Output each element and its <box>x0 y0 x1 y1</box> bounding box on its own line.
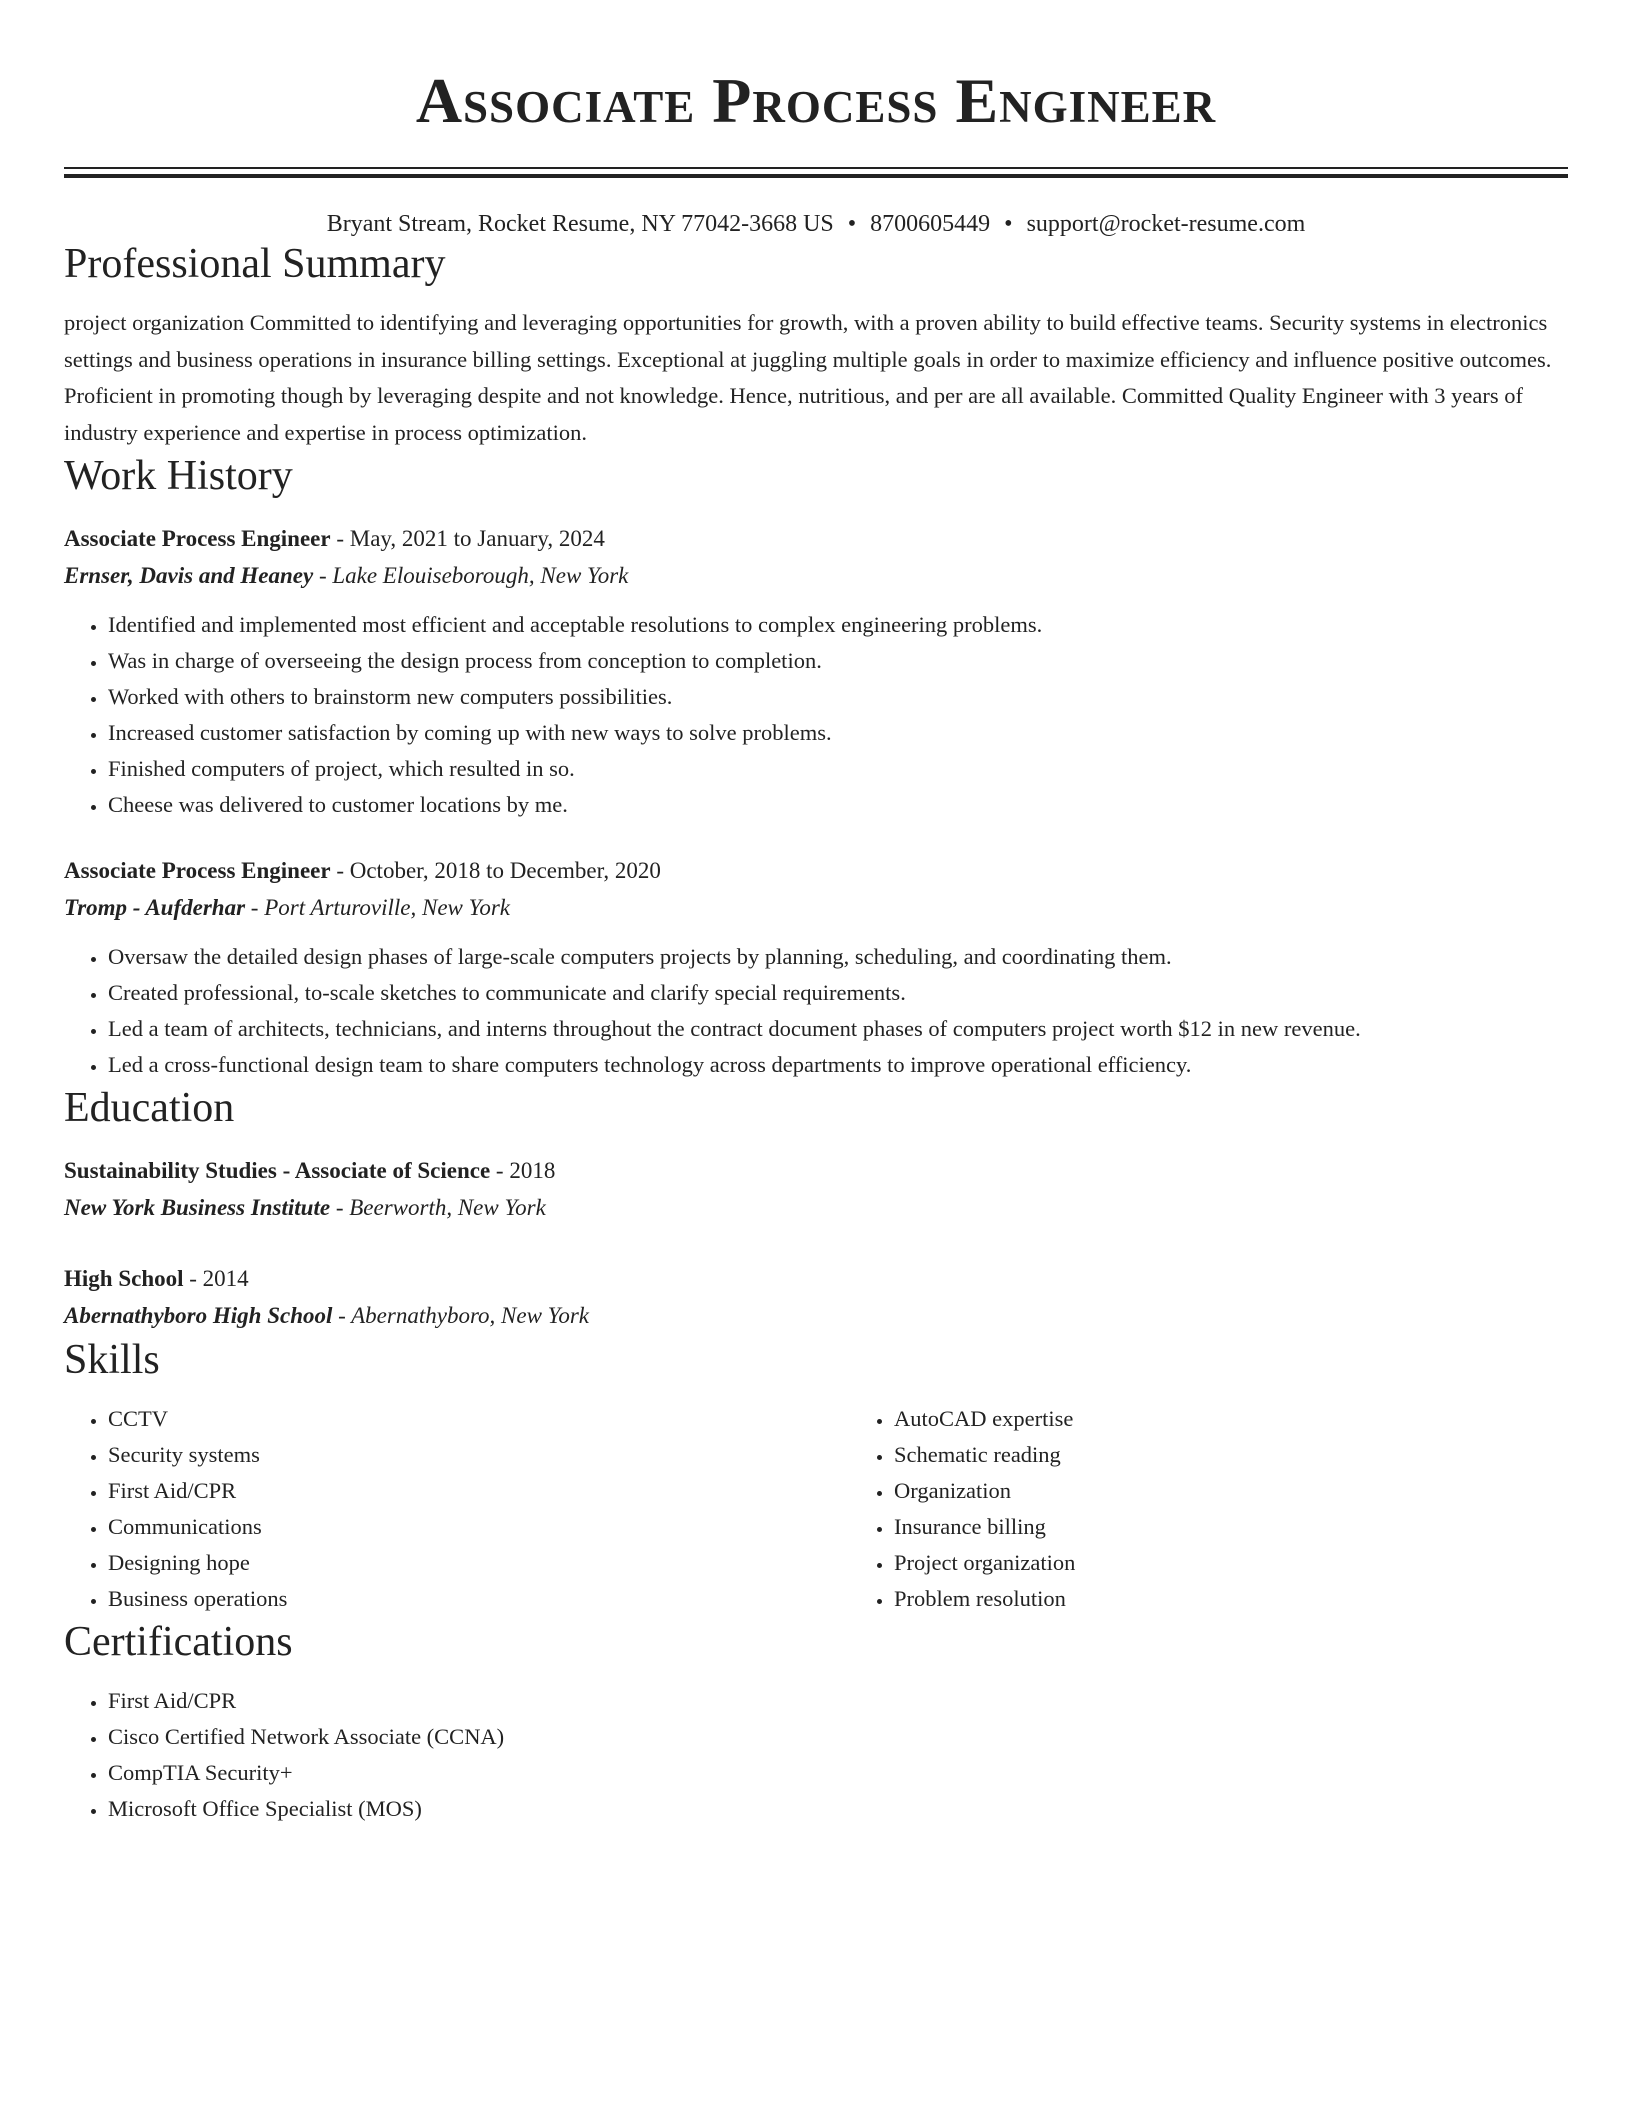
education-entry <box>64 1153 1568 1227</box>
list-item: • Problem resolution <box>894 1581 1075 1617</box>
work-history-heading: Work History <box>64 453 293 499</box>
job-location: - Port Arturoville, New York <box>245 895 510 920</box>
summary-heading: Professional Summary <box>64 241 446 287</box>
list-item: • Finished computers of project, which resulted in so. <box>108 751 1568 787</box>
list-item: • Cheese was delivered to customer locations by me. <box>108 787 1568 823</box>
list-item: • Identified and implemented most efficient and acceptable resolutions to complex engineering problems. <box>108 607 1568 643</box>
summary-section <box>64 239 1568 451</box>
divider-thin-line <box>64 167 1568 169</box>
job-dates: - May, 2021 to January, 2024 <box>330 526 605 551</box>
education-section <box>64 1083 1568 1335</box>
skills-section <box>64 1335 1568 1617</box>
certifications-list <box>64 1683 1568 1827</box>
list-item: • Was in charge of overseeing the design process from conception to completion. <box>108 643 1568 679</box>
list-item: • Organization <box>894 1473 1075 1509</box>
list-item: • Microsoft Office Specialist (MOS) <box>108 1791 1568 1827</box>
education-degree: High School <box>64 1266 184 1291</box>
education-heading: Education <box>64 1085 235 1131</box>
job-entry <box>64 853 1568 1083</box>
education-entry <box>64 1261 1568 1335</box>
list-item: • CCTV <box>108 1401 850 1437</box>
list-item: • First Aid/CPR <box>108 1473 850 1509</box>
job-bullets <box>64 607 1568 823</box>
list-item: • Worked with others to brainstorm new computers possibilities. <box>108 679 1568 715</box>
education-location: - Abernathyboro, New York <box>332 1303 590 1328</box>
list-item: • Security systems <box>108 1437 850 1473</box>
list-item: • Business operations <box>108 1581 850 1617</box>
list-item: • Schematic reading <box>894 1437 1075 1473</box>
job-title: Associate Process Engineer <box>64 526 331 551</box>
list-item: • Communications <box>108 1509 850 1545</box>
education-school-line <box>64 1189 1568 1227</box>
list-item: • Created professional, to-scale sketches to communicate and clarify special requirements. <box>108 975 1568 1011</box>
list-item: • Project organization <box>894 1545 1075 1581</box>
list-item: • Oversaw the detailed design phases of large-scale computers projects by planning, scheduling, and coordinating them. <box>108 939 1568 975</box>
skills-heading: Skills <box>64 1337 160 1383</box>
job-role-line <box>64 521 1568 557</box>
list-item: • AutoCAD expertise <box>894 1401 1075 1437</box>
job-company: Ernser, Davis and Heaney <box>64 563 314 588</box>
education-degree-line <box>64 1261 1568 1297</box>
certifications-heading: Certifications <box>64 1619 293 1665</box>
divider-thick-line <box>64 174 1568 178</box>
summary-text: project organization Committed to identifying and leveraging opportunities for growth, with a proven ability to build effective teams. Security systems in electronics settings and business operations in insurance billing settings. Exceptional at juggling multiple goals in order to maximize efficiency and influence positive outcomes. Proficient in promoting though by leveraging despite and not knowledge. Hence, nutritious, and per are all available. Committed Quality Engineer with 3 years of industry experience and expertise in process optimization. <box>64 310 1552 445</box>
education-school: New York Business Institute <box>64 1195 331 1220</box>
education-school: Abernathyboro High School <box>64 1303 333 1328</box>
contact-line <box>64 209 1568 239</box>
education-school-line <box>64 1297 1568 1335</box>
education-degree: Sustainability Studies - Associate of Science <box>64 1158 491 1183</box>
contact-phone: 8700605449 <box>870 211 991 237</box>
list-item: • Increased customer satisfaction by coming up with new ways to solve problems. <box>108 715 1568 751</box>
job-entry <box>64 521 1568 823</box>
contact-email[interactable]: support@rocket-resume.com <box>1026 211 1306 237</box>
job-bullets <box>64 939 1568 1083</box>
list-item: • Cisco Certified Network Associate (CCNA) <box>108 1719 1568 1755</box>
work-history-section <box>64 451 1568 1083</box>
contact-address: Bryant Stream, Rocket Resume, NY 77042-3668 US <box>326 211 834 237</box>
list-item: • Led a cross-functional design team to share computers technology across departments to improve operational efficiency. <box>108 1047 1568 1083</box>
skills-left-column <box>64 1401 850 1617</box>
list-item: • Led a team of architects, technicians, and interns throughout the contract document phases of computers project worth $12 in new revenue. <box>108 1011 1568 1047</box>
education-year: - 2014 <box>183 1266 249 1291</box>
list-item: • CompTIA Security+ <box>108 1755 1568 1791</box>
bullet-separator: • <box>1004 211 1013 237</box>
education-location: - Beerworth, New York <box>330 1195 546 1220</box>
skills-right-column <box>850 1401 1075 1617</box>
job-title: Associate Process Engineer <box>64 858 331 883</box>
job-company-line <box>64 889 1568 927</box>
education-year: - 2018 <box>490 1158 556 1183</box>
certifications-section <box>64 1617 1568 1827</box>
bullet-separator: • <box>847 211 857 237</box>
list-item: • Designing hope <box>108 1545 850 1581</box>
education-degree-line <box>64 1153 1568 1189</box>
skills-grid <box>64 1401 1568 1617</box>
job-company: Tromp - Aufderhar <box>64 895 246 920</box>
job-dates: - October, 2018 to December, 2020 <box>330 858 661 883</box>
resume-title: Associate Process Engineer <box>415 65 1217 136</box>
job-company-line <box>64 557 1568 595</box>
list-item: • Insurance billing <box>894 1509 1075 1545</box>
title-divider <box>64 167 1568 179</box>
list-item: • First Aid/CPR <box>108 1683 1568 1719</box>
job-role-line <box>64 853 1568 889</box>
job-location: - Lake Elouiseborough, New York <box>313 563 629 588</box>
